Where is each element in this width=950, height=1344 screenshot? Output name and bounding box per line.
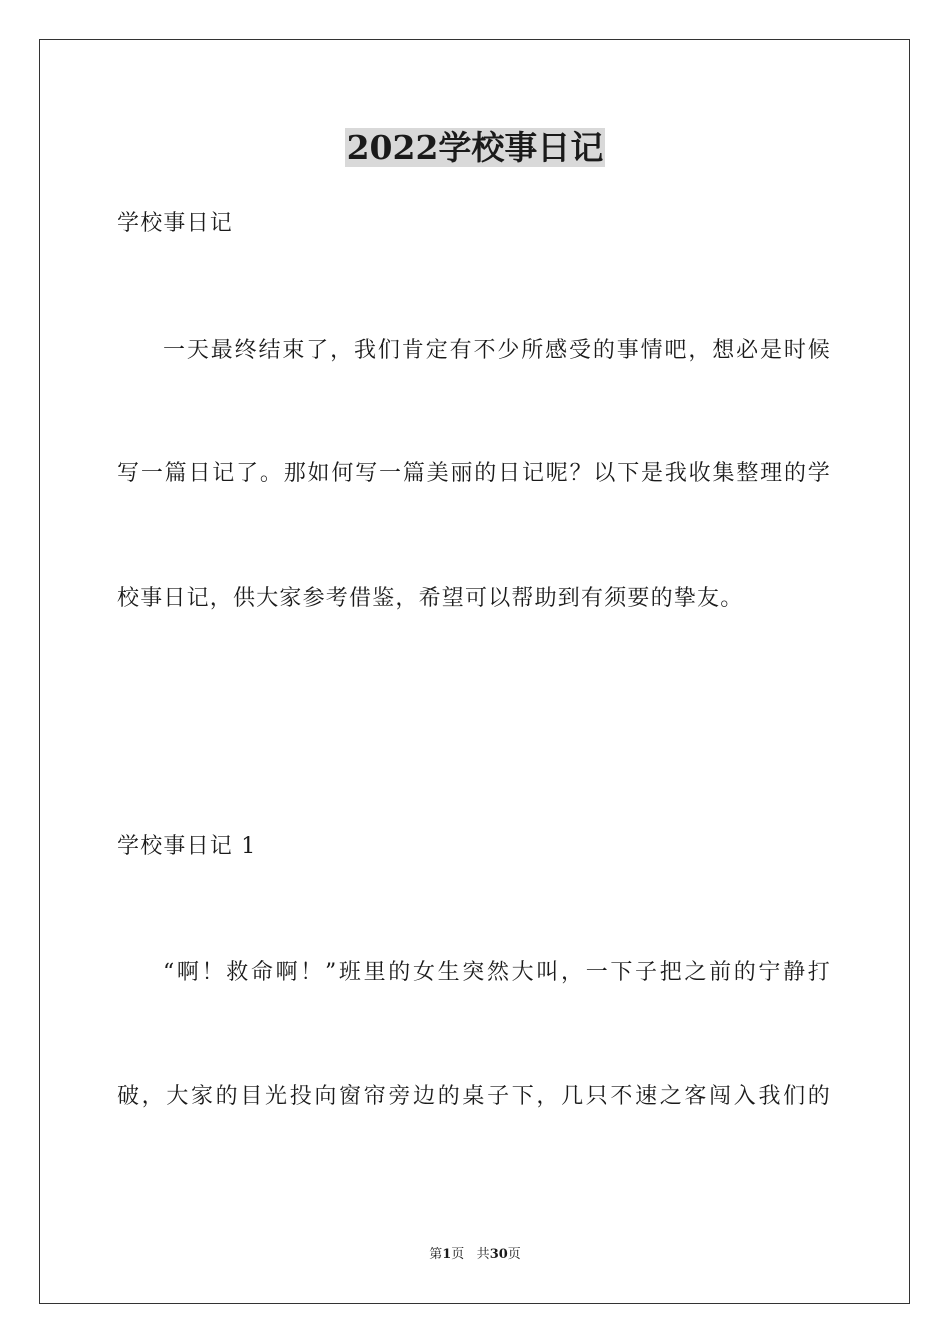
page-footer <box>0 1246 950 1264</box>
intro-line-3: 校事日记，供大家参考借鉴，希望可以帮助到有须要的挚友。 <box>117 586 744 611</box>
footer-page-suffix: 页 <box>451 1247 465 1262</box>
intro-line-2: 写一篇日记了。那如何写一篇美丽的日记呢？以下是我收集整理的学 <box>117 461 831 486</box>
document-title-text: 2022学校事日记 <box>346 128 604 167</box>
footer-page-total: 30 <box>489 1247 508 1262</box>
body-line-1: “啊！救命啊！”班里的女生突然大叫，一下子把之前的宁静打 <box>163 960 831 985</box>
body-line-2: 破，大家的目光投向窗帘旁边的桌子下，几只不速之客闯入我们的 <box>117 1084 831 1109</box>
footer-page-current: 1 <box>442 1247 452 1262</box>
section-heading: 学校事日记 1 <box>117 834 257 859</box>
document-subtitle: 学校事日记 <box>117 211 234 236</box>
footer-page-prefix: 第 <box>429 1247 443 1262</box>
footer-total-prefix: 共 <box>476 1247 490 1262</box>
footer-total-suffix: 页 <box>507 1247 521 1262</box>
intro-line-1: 一天最终结束了，我们肯定有不少所感受的事情吧，想必是时候 <box>163 338 831 363</box>
document-title <box>0 126 950 170</box>
